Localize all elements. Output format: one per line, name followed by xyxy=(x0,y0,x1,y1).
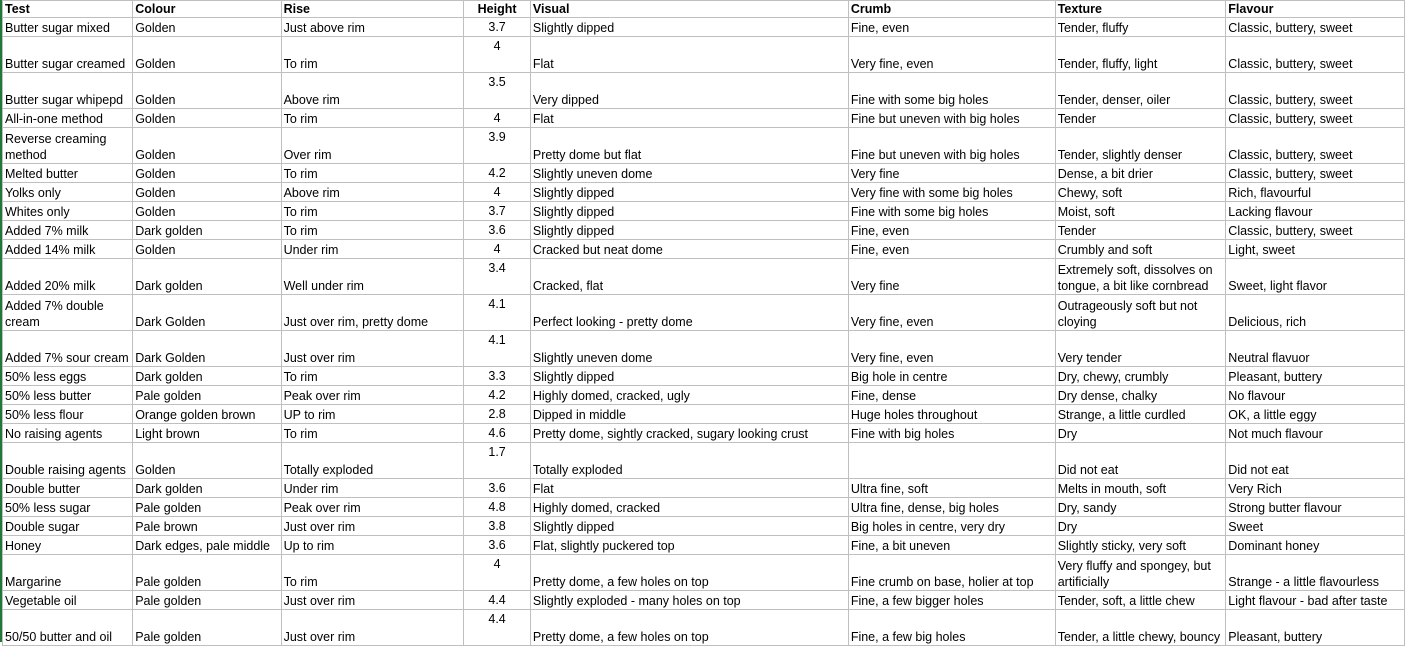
cell-crumb[interactable]: Fine, even xyxy=(848,18,1055,37)
cell-visual[interactable]: Slightly dipped xyxy=(530,221,848,240)
cell-test[interactable]: Butter sugar creamed xyxy=(3,37,133,73)
cell-colour[interactable]: Golden xyxy=(133,18,281,37)
results-table xyxy=(2,0,1405,646)
cell-rise[interactable]: To rim xyxy=(281,555,464,591)
cell-flavour[interactable]: Very Rich xyxy=(1226,479,1405,498)
cell-visual[interactable]: Very dipped xyxy=(530,73,848,109)
cell-crumb[interactable]: Very fine with some big holes xyxy=(848,183,1055,202)
cell-test[interactable]: Double butter xyxy=(3,479,133,498)
cell-visual[interactable]: Slightly uneven dome xyxy=(530,331,848,367)
cell-colour[interactable]: Dark golden xyxy=(133,259,281,295)
cell-height[interactable]: 3.4 xyxy=(464,259,531,295)
cell-rise[interactable]: Just over rim xyxy=(281,517,464,536)
cell-colour[interactable]: Light brown xyxy=(133,424,281,443)
table-row xyxy=(3,202,1405,221)
cell-rise[interactable]: Peak over rim xyxy=(281,498,464,517)
cell-crumb[interactable]: Very fine xyxy=(848,259,1055,295)
cell-flavour[interactable]: Sweet xyxy=(1226,517,1405,536)
cell-texture[interactable]: Extremely soft, dissolves on tongue, a bit like cornbread xyxy=(1055,259,1226,295)
cell-colour[interactable]: Pale golden xyxy=(133,555,281,591)
cell-texture[interactable]: Tender, a little chewy, bouncy xyxy=(1055,610,1226,646)
cell-test[interactable]: Added 14% milk xyxy=(3,240,133,259)
cell-colour[interactable]: Golden xyxy=(133,73,281,109)
cell-colour[interactable]: Golden xyxy=(133,202,281,221)
cell-crumb[interactable]: Huge holes throughout xyxy=(848,405,1055,424)
cell-rise[interactable]: To rim xyxy=(281,109,464,128)
table-row xyxy=(3,295,1405,331)
cell-test[interactable]: 50% less flour xyxy=(3,405,133,424)
cell-crumb[interactable]: Very fine, even xyxy=(848,37,1055,73)
header-row xyxy=(3,1,1405,18)
cell-rise[interactable]: Well under rim xyxy=(281,259,464,295)
cell-texture[interactable]: Melts in mouth, soft xyxy=(1055,479,1226,498)
cell-visual[interactable]: Pretty dome, a few holes on top xyxy=(530,555,848,591)
table-row xyxy=(3,443,1405,479)
cell-rise[interactable]: To rim xyxy=(281,37,464,73)
cell-texture[interactable]: Tender, fluffy, light xyxy=(1055,37,1226,73)
cell-rise[interactable]: Under rim xyxy=(281,479,464,498)
cell-texture[interactable]: Crumbly and soft xyxy=(1055,240,1226,259)
cell-flavour[interactable]: Classic, buttery, sweet xyxy=(1226,37,1405,73)
cell-crumb[interactable]: Big hole in centre xyxy=(848,367,1055,386)
cell-texture[interactable]: Moist, soft xyxy=(1055,202,1226,221)
cell-test[interactable]: All-in-one method xyxy=(3,109,133,128)
cell-texture[interactable]: Tender xyxy=(1055,221,1226,240)
cell-test[interactable]: No raising agents xyxy=(3,424,133,443)
cell-visual[interactable]: Highly domed, cracked xyxy=(530,498,848,517)
header-test[interactable]: Test xyxy=(3,1,133,18)
cell-texture[interactable]: Very tender xyxy=(1055,331,1226,367)
cell-rise[interactable]: To rim xyxy=(281,202,464,221)
cell-height[interactable]: 3.7 xyxy=(464,18,531,37)
cell-crumb[interactable]: Fine with some big holes xyxy=(848,202,1055,221)
cell-height[interactable]: 4 xyxy=(464,240,531,259)
cell-visual[interactable]: Slightly dipped xyxy=(530,18,848,37)
table-row xyxy=(3,405,1405,424)
cell-test[interactable]: Butter sugar mixed xyxy=(3,18,133,37)
table-row xyxy=(3,479,1405,498)
cell-test[interactable]: Whites only xyxy=(3,202,133,221)
table-row xyxy=(3,37,1405,73)
cell-test[interactable]: 50% less butter xyxy=(3,386,133,405)
cell-crumb[interactable]: Fine crumb on base, holier at top xyxy=(848,555,1055,591)
header-visual[interactable]: Visual xyxy=(530,1,848,18)
header-rise[interactable]: Rise xyxy=(281,1,464,18)
cell-texture[interactable]: Tender xyxy=(1055,109,1226,128)
cell-flavour[interactable]: Light, sweet xyxy=(1226,240,1405,259)
table-body xyxy=(3,18,1405,646)
cell-height[interactable]: 4.6 xyxy=(464,424,531,443)
cell-test[interactable]: Melted butter xyxy=(3,164,133,183)
header-colour[interactable]: Colour xyxy=(133,1,281,18)
table-row xyxy=(3,221,1405,240)
cell-visual[interactable]: Slightly dipped xyxy=(530,517,848,536)
cell-rise[interactable]: Just over rim, pretty dome xyxy=(281,295,464,331)
cell-texture[interactable]: Dry, sandy xyxy=(1055,498,1226,517)
cell-visual[interactable]: Pretty dome, sightly cracked, sugary looking crust xyxy=(530,424,848,443)
table-row xyxy=(3,240,1405,259)
cell-crumb[interactable]: Fine but uneven with big holes xyxy=(848,109,1055,128)
cell-flavour[interactable]: Delicious, rich xyxy=(1226,295,1405,331)
cell-colour[interactable]: Golden xyxy=(133,443,281,479)
cell-height[interactable]: 1.7 xyxy=(464,443,531,479)
cell-flavour[interactable]: Classic, buttery, sweet xyxy=(1226,128,1405,164)
cell-height[interactable]: 4.4 xyxy=(464,610,531,646)
cell-test[interactable]: Added 7% double cream xyxy=(3,295,133,331)
cell-colour[interactable]: Dark golden xyxy=(133,221,281,240)
cell-flavour[interactable]: Rich, flavourful xyxy=(1226,183,1405,202)
cell-height[interactable]: 3.6 xyxy=(464,536,531,555)
cell-visual[interactable]: Flat xyxy=(530,479,848,498)
cell-height[interactable]: 4.2 xyxy=(464,386,531,405)
header-texture[interactable]: Texture xyxy=(1055,1,1226,18)
cell-flavour[interactable]: Classic, buttery, sweet xyxy=(1226,73,1405,109)
cell-height[interactable]: 4.8 xyxy=(464,498,531,517)
cell-flavour[interactable]: Did not eat xyxy=(1226,443,1405,479)
cell-rise[interactable]: To rim xyxy=(281,367,464,386)
cell-crumb[interactable]: Fine, dense xyxy=(848,386,1055,405)
table-row xyxy=(3,331,1405,367)
cell-crumb[interactable]: Very fine xyxy=(848,164,1055,183)
cell-test[interactable]: Butter sugar whipepd xyxy=(3,73,133,109)
cell-visual[interactable]: Slightly dipped xyxy=(530,183,848,202)
cell-height[interactable]: 2.8 xyxy=(464,405,531,424)
cell-height[interactable]: 3.9 xyxy=(464,128,531,164)
cell-test[interactable]: Yolks only xyxy=(3,183,133,202)
table-row xyxy=(3,555,1405,591)
cell-test[interactable]: Reverse creaming method xyxy=(3,128,133,164)
cell-visual[interactable]: Flat xyxy=(530,37,848,73)
cell-colour[interactable]: Dark Golden xyxy=(133,331,281,367)
cell-flavour[interactable]: Dominant honey xyxy=(1226,536,1405,555)
cell-rise[interactable]: Totally exploded xyxy=(281,443,464,479)
cell-colour[interactable]: Pale golden xyxy=(133,386,281,405)
cell-colour[interactable]: Orange golden brown xyxy=(133,405,281,424)
cell-rise[interactable]: Just above rim xyxy=(281,18,464,37)
table-row xyxy=(3,536,1405,555)
cell-visual[interactable]: Flat, slightly puckered top xyxy=(530,536,848,555)
cell-height[interactable]: 3.7 xyxy=(464,202,531,221)
cell-texture[interactable]: Outrageously soft but not cloying xyxy=(1055,295,1226,331)
cell-height[interactable]: 3.8 xyxy=(464,517,531,536)
table-row xyxy=(3,18,1405,37)
cell-height[interactable]: 4 xyxy=(464,109,531,128)
cell-crumb[interactable]: Ultra fine, soft xyxy=(848,479,1055,498)
cell-height[interactable]: 3.6 xyxy=(464,221,531,240)
cell-visual[interactable]: Totally exploded xyxy=(530,443,848,479)
cell-visual[interactable]: Highly domed, cracked, ugly xyxy=(530,386,848,405)
cell-height[interactable]: 4.4 xyxy=(464,591,531,610)
cell-rise[interactable]: Above rim xyxy=(281,183,464,202)
cell-test[interactable]: 50% less sugar xyxy=(3,498,133,517)
cell-flavour[interactable]: Neutral flavuor xyxy=(1226,331,1405,367)
cell-height[interactable]: 4.2 xyxy=(464,164,531,183)
table-row xyxy=(3,183,1405,202)
cell-rise[interactable]: To rim xyxy=(281,164,464,183)
cell-texture[interactable]: Tender, slightly denser xyxy=(1055,128,1226,164)
cell-flavour[interactable]: Classic, buttery, sweet xyxy=(1226,18,1405,37)
cell-flavour[interactable]: Pleasant, buttery xyxy=(1226,367,1405,386)
cell-visual[interactable]: Pretty dome, a few holes on top xyxy=(530,610,848,646)
cell-test[interactable]: Margarine xyxy=(3,555,133,591)
cell-colour[interactable]: Pale golden xyxy=(133,498,281,517)
cell-texture[interactable]: Tender, soft, a little chew xyxy=(1055,591,1226,610)
cell-flavour[interactable]: Classic, buttery, sweet xyxy=(1226,109,1405,128)
cell-test[interactable]: Double raising agents xyxy=(3,443,133,479)
cell-flavour[interactable]: Lacking flavour xyxy=(1226,202,1405,221)
cell-rise[interactable]: To rim xyxy=(281,221,464,240)
cell-visual[interactable]: Flat xyxy=(530,109,848,128)
cell-crumb[interactable]: Fine, a few bigger holes xyxy=(848,591,1055,610)
cell-crumb[interactable] xyxy=(848,443,1055,479)
cell-texture[interactable]: Did not eat xyxy=(1055,443,1226,479)
cell-rise[interactable]: Just over rim xyxy=(281,591,464,610)
cell-crumb[interactable]: Fine, a few big holes xyxy=(848,610,1055,646)
cell-test[interactable]: Added 7% sour cream xyxy=(3,331,133,367)
cell-crumb[interactable]: Fine, a bit uneven xyxy=(848,536,1055,555)
cell-flavour[interactable]: Classic, buttery, sweet xyxy=(1226,164,1405,183)
cell-flavour[interactable]: Strong butter flavour xyxy=(1226,498,1405,517)
cell-crumb[interactable]: Fine, even xyxy=(848,221,1055,240)
cell-colour[interactable]: Golden xyxy=(133,183,281,202)
cell-colour[interactable]: Pale brown xyxy=(133,517,281,536)
cell-rise[interactable]: Just over rim xyxy=(281,610,464,646)
cell-visual[interactable]: Perfect looking - pretty dome xyxy=(530,295,848,331)
cell-flavour[interactable]: Sweet, light flavor xyxy=(1226,259,1405,295)
cell-test[interactable]: Added 20% milk xyxy=(3,259,133,295)
table-row xyxy=(3,517,1405,536)
table-row xyxy=(3,109,1405,128)
cell-texture[interactable]: Dry xyxy=(1055,517,1226,536)
cell-colour[interactable]: Pale golden xyxy=(133,610,281,646)
cell-colour[interactable]: Golden xyxy=(133,37,281,73)
cell-crumb[interactable]: Very fine, even xyxy=(848,295,1055,331)
cell-test[interactable]: Vegetable oil xyxy=(3,591,133,610)
cell-texture[interactable]: Chewy, soft xyxy=(1055,183,1226,202)
cell-texture[interactable]: Dry dense, chalky xyxy=(1055,386,1226,405)
cell-crumb[interactable]: Ultra fine, dense, big holes xyxy=(848,498,1055,517)
cell-visual[interactable]: Cracked, flat xyxy=(530,259,848,295)
cell-colour[interactable]: Dark golden xyxy=(133,367,281,386)
cell-crumb[interactable]: Fine, even xyxy=(848,240,1055,259)
cell-colour[interactable]: Pale golden xyxy=(133,591,281,610)
table-row xyxy=(3,424,1405,443)
cell-texture[interactable]: Tender, denser, oiler xyxy=(1055,73,1226,109)
cell-colour[interactable]: Golden xyxy=(133,164,281,183)
cell-flavour[interactable]: Light flavour - bad after taste xyxy=(1226,591,1405,610)
cell-texture[interactable]: Slightly sticky, very soft xyxy=(1055,536,1226,555)
cell-flavour[interactable]: No flavour xyxy=(1226,386,1405,405)
cell-flavour[interactable]: Classic, buttery, sweet xyxy=(1226,221,1405,240)
cell-crumb[interactable]: Big holes in centre, very dry xyxy=(848,517,1055,536)
cell-test[interactable]: Honey xyxy=(3,536,133,555)
cell-height[interactable]: 3.6 xyxy=(464,479,531,498)
cell-texture[interactable]: Dense, a bit drier xyxy=(1055,164,1226,183)
cell-height[interactable]: 3.5 xyxy=(464,73,531,109)
cell-test[interactable]: Added 7% milk xyxy=(3,221,133,240)
header-height[interactable]: Height xyxy=(464,1,531,18)
cell-visual[interactable]: Slightly dipped xyxy=(530,367,848,386)
cell-height[interactable]: 4.1 xyxy=(464,295,531,331)
cell-visual[interactable]: Slightly dipped xyxy=(530,202,848,221)
cell-test[interactable]: Double sugar xyxy=(3,517,133,536)
cell-texture[interactable]: Very fluffy and spongey, but artificially xyxy=(1055,555,1226,591)
cell-colour[interactable]: Golden xyxy=(133,128,281,164)
table-row xyxy=(3,610,1405,646)
table-row xyxy=(3,73,1405,109)
cell-texture[interactable]: Dry, chewy, crumbly xyxy=(1055,367,1226,386)
cell-visual[interactable]: Slightly exploded - many holes on top xyxy=(530,591,848,610)
table-row xyxy=(3,128,1405,164)
table-row xyxy=(3,498,1405,517)
table-row xyxy=(3,591,1405,610)
cell-rise[interactable]: UP to rim xyxy=(281,405,464,424)
header-flavour[interactable]: Flavour xyxy=(1226,1,1405,18)
cell-visual[interactable]: Dipped in middle xyxy=(530,405,848,424)
table-row xyxy=(3,164,1405,183)
cell-visual[interactable]: Slightly uneven dome xyxy=(530,164,848,183)
cell-rise[interactable]: Peak over rim xyxy=(281,386,464,405)
table-row xyxy=(3,367,1405,386)
table-row xyxy=(3,386,1405,405)
cell-rise[interactable]: To rim xyxy=(281,424,464,443)
cell-rise[interactable]: Under rim xyxy=(281,240,464,259)
cell-crumb[interactable]: Fine but uneven with big holes xyxy=(848,128,1055,164)
cell-colour[interactable]: Dark edges, pale middle xyxy=(133,536,281,555)
cell-texture[interactable]: Strange, a little curdled xyxy=(1055,405,1226,424)
cell-colour[interactable]: Golden xyxy=(133,109,281,128)
cell-height[interactable]: 4 xyxy=(464,183,531,202)
cell-crumb[interactable]: Fine with some big holes xyxy=(848,73,1055,109)
table-row xyxy=(3,259,1405,295)
cell-test[interactable]: 50/50 butter and oil xyxy=(3,610,133,646)
cell-flavour[interactable]: Not much flavour xyxy=(1226,424,1405,443)
cell-height[interactable]: 3.3 xyxy=(464,367,531,386)
cell-rise[interactable]: Up to rim xyxy=(281,536,464,555)
cell-flavour[interactable]: Pleasant, buttery xyxy=(1226,610,1405,646)
cell-crumb[interactable]: Fine with big holes xyxy=(848,424,1055,443)
cell-texture[interactable]: Dry xyxy=(1055,424,1226,443)
cell-height[interactable]: 4.1 xyxy=(464,331,531,367)
cell-rise[interactable]: Just over rim xyxy=(281,331,464,367)
header-crumb[interactable]: Crumb xyxy=(848,1,1055,18)
cell-colour[interactable]: Dark golden xyxy=(133,479,281,498)
cell-visual[interactable]: Cracked but neat dome xyxy=(530,240,848,259)
cell-crumb[interactable]: Very fine, even xyxy=(848,331,1055,367)
cell-rise[interactable]: Over rim xyxy=(281,128,464,164)
cell-test[interactable]: 50% less eggs xyxy=(3,367,133,386)
cell-colour[interactable]: Golden xyxy=(133,240,281,259)
cell-height[interactable]: 4 xyxy=(464,37,531,73)
cell-rise[interactable]: Above rim xyxy=(281,73,464,109)
cell-colour[interactable]: Dark Golden xyxy=(133,295,281,331)
cell-flavour[interactable]: OK, a little eggy xyxy=(1226,405,1405,424)
cell-texture[interactable]: Tender, fluffy xyxy=(1055,18,1226,37)
cell-flavour[interactable]: Strange - a little flavourless xyxy=(1226,555,1405,591)
cell-height[interactable]: 4 xyxy=(464,555,531,591)
cell-visual[interactable]: Pretty dome but flat xyxy=(530,128,848,164)
